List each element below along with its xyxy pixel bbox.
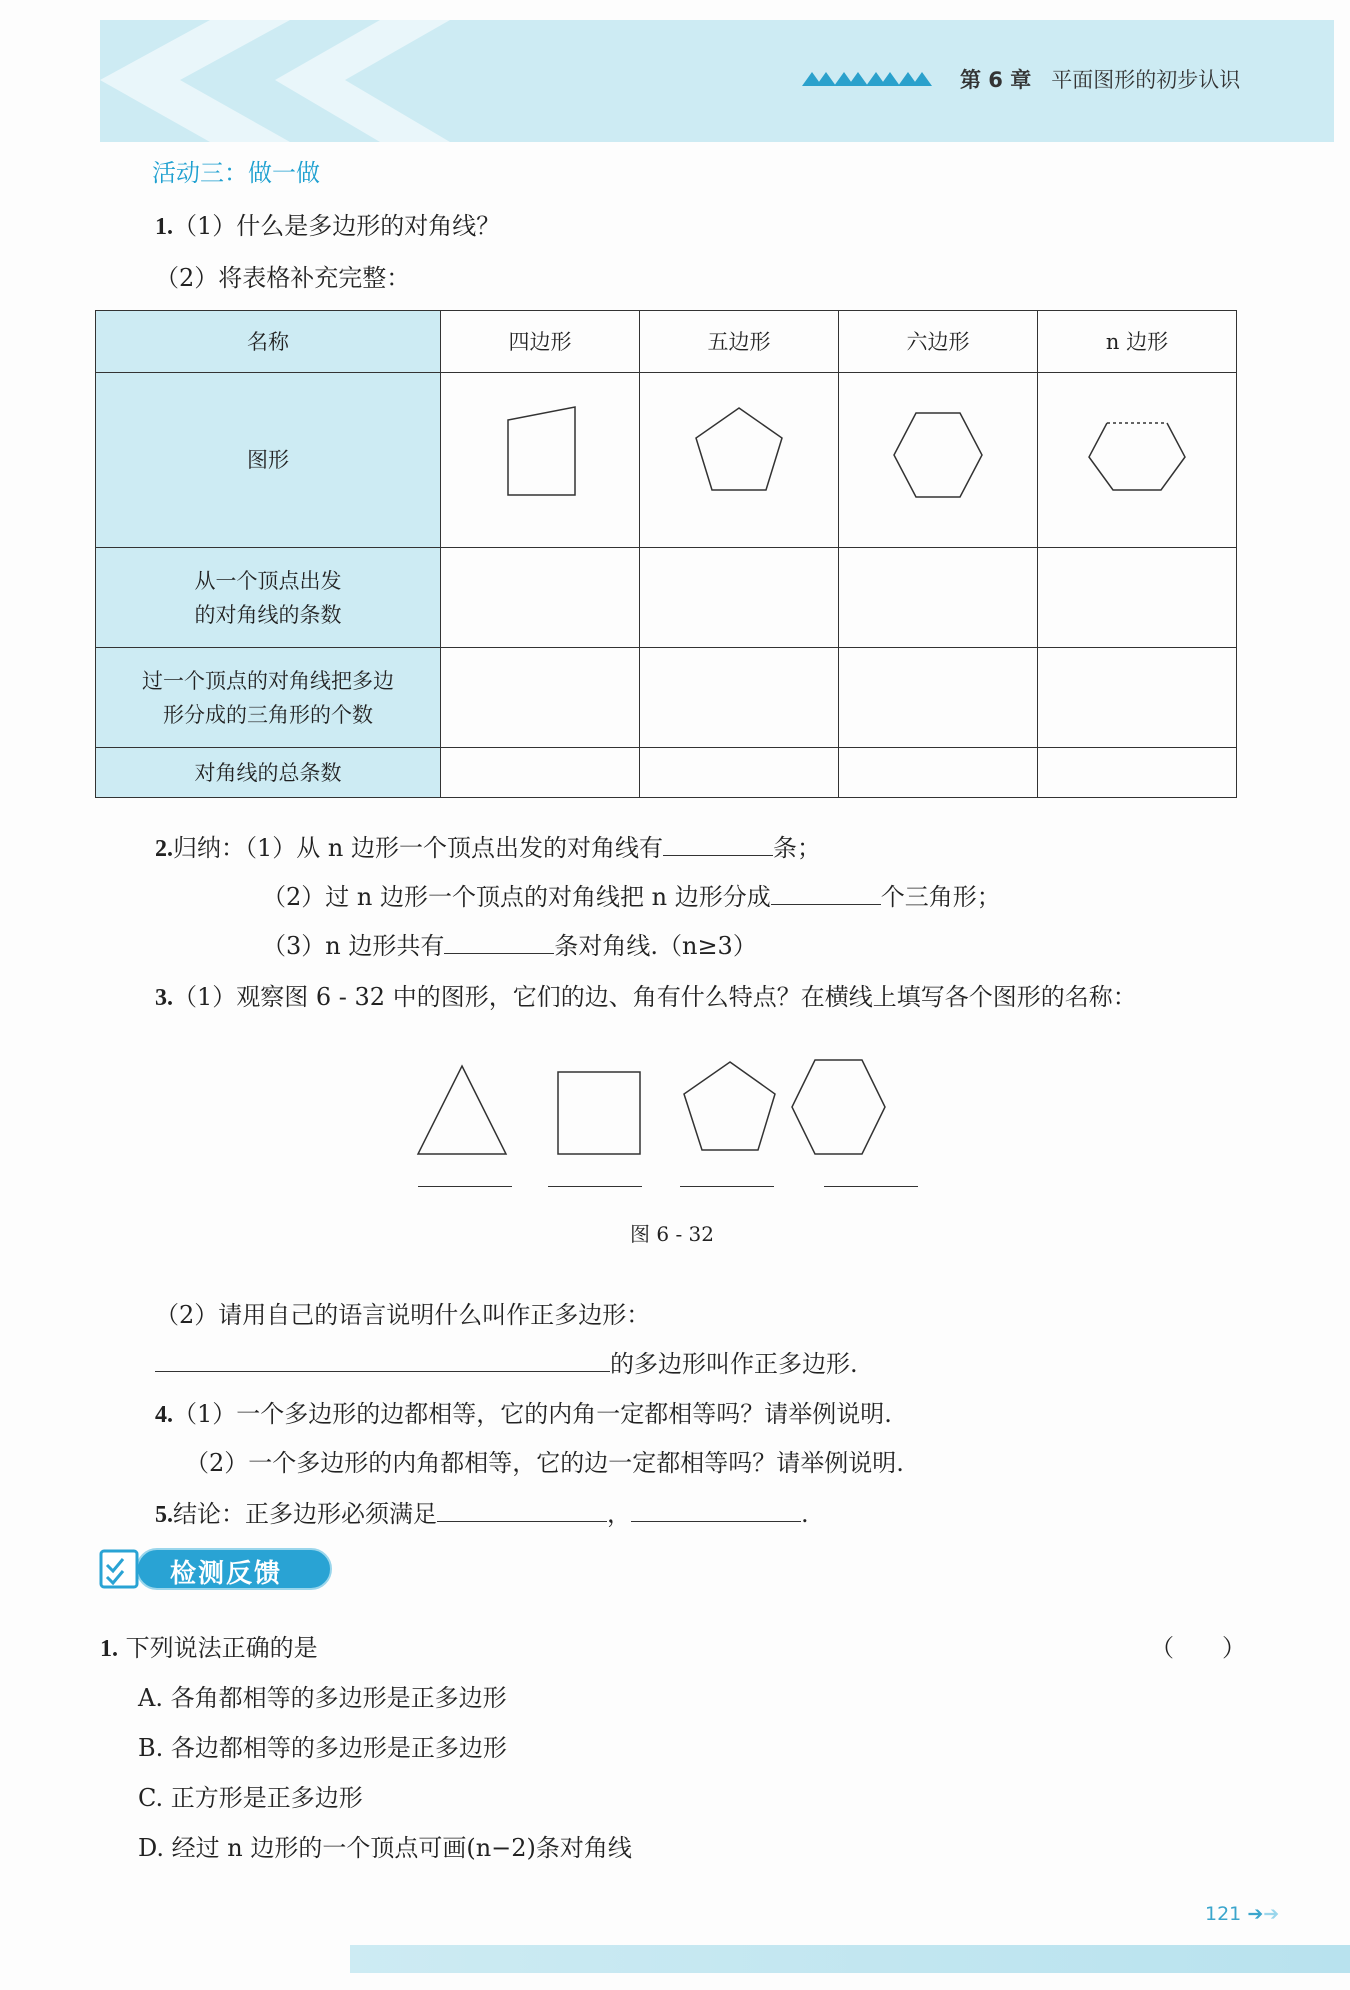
activity-title: 活动三：做一做	[152, 159, 320, 187]
answer-cell[interactable]	[441, 548, 640, 648]
answer-cell[interactable]	[640, 748, 839, 798]
question-text: 结论：正多边形必须满足	[173, 1500, 437, 1528]
question-text: .	[801, 1500, 809, 1528]
question-number: 4.	[155, 1402, 173, 1428]
table-header-quadrilateral: 四边形	[441, 311, 640, 373]
table-header-pentagon: 五边形	[640, 311, 839, 373]
question-number: 1.	[155, 214, 173, 240]
table-header-n-gon: n 边形	[1038, 311, 1237, 373]
question-text: ，	[607, 1500, 631, 1528]
table-row-label	[96, 548, 441, 648]
answer-cell[interactable]	[640, 648, 839, 748]
answer-blank[interactable]	[631, 1497, 801, 1522]
table-row-diagonals-from-vertex	[96, 548, 1237, 648]
shape-name-blank[interactable]	[680, 1186, 774, 1187]
row-label-line: 形分成的三角形的个数	[163, 702, 373, 727]
answer-cell[interactable]	[1038, 748, 1237, 798]
question-text: 归纳：（1）从 n 边形一个顶点出发的对角线有	[173, 834, 663, 862]
question-text: 条；	[772, 834, 821, 862]
question-text: 个三角形；	[880, 883, 1001, 911]
option-b[interactable]: B. 各边都相等的多边形是正多边形	[138, 1734, 507, 1762]
page-number-text: 121	[1205, 1903, 1242, 1925]
hexagon-shape	[878, 395, 998, 515]
regular-pentagon-shape	[684, 1062, 775, 1150]
answer-cell[interactable]	[1038, 548, 1237, 648]
question-3-part-3	[155, 1344, 858, 1379]
shape-name-blank[interactable]	[824, 1186, 918, 1187]
answer-cell[interactable]	[441, 648, 640, 748]
chapter-heading	[960, 64, 1240, 94]
question-number: 2.	[155, 836, 173, 862]
row-label-line: 的对角线的条数	[194, 602, 342, 627]
footer-band	[350, 1945, 1350, 1973]
answer-cell[interactable]	[839, 548, 1038, 648]
row-label-line: 过一个顶点的对角线把多边	[142, 668, 394, 693]
quadrilateral-shape	[480, 395, 600, 515]
question-3-part-2: （2）请用自己的语言说明什么叫作正多边形：	[155, 1301, 651, 1329]
table-header-hexagon: 六边形	[839, 311, 1038, 373]
question-text: （3）n 边形共有	[262, 932, 445, 960]
question-text: 下列说法正确的是	[125, 1634, 318, 1662]
table-header-row	[96, 311, 1237, 373]
shape-cell	[839, 373, 1038, 548]
table-row-label: 图形	[96, 373, 441, 548]
question-1-part-1	[155, 206, 500, 241]
figure-caption: 图 6 - 32	[630, 1222, 715, 1246]
question-number: 1.	[100, 1636, 118, 1662]
option-a[interactable]: A. 各角都相等的多边形是正多边形	[138, 1684, 507, 1712]
answer-cell[interactable]	[839, 648, 1038, 748]
question-2-part-1	[155, 828, 821, 863]
question-2-part-2	[262, 877, 1001, 912]
option-c[interactable]: C. 正方形是正多边形	[138, 1784, 363, 1812]
question-number: 5.	[155, 1502, 173, 1528]
feedback-question-1	[100, 1628, 318, 1663]
table-row-shapes	[96, 373, 1237, 548]
question-text: （2）过 n 边形一个顶点的对角线把 n 边形分成	[262, 883, 771, 911]
question-text: （1）观察图 6 - 32 中的图形，它们的边、角有什么特点？在横线上填写各个图形的名称：	[173, 983, 1137, 1011]
shape-cell	[441, 373, 640, 548]
table-row-label	[96, 648, 441, 748]
answer-blank[interactable]	[437, 1497, 607, 1522]
triangle-shape	[418, 1066, 506, 1154]
question-1-part-2: （2）将表格补充完整：	[155, 264, 411, 292]
shape-cell	[1038, 373, 1237, 548]
option-d[interactable]: D. 经过 n 边形的一个顶点可画(n−2)条对角线	[138, 1834, 632, 1862]
question-3-part-1	[155, 977, 1137, 1012]
row-label-line: 从一个顶点出发	[194, 568, 342, 593]
question-text: （1）一个多边形的边都相等，它的内角一定都相等吗？请举例说明.	[173, 1400, 892, 1428]
table-row-total-diagonals	[96, 748, 1237, 798]
answer-blank[interactable]	[155, 1347, 610, 1372]
arrow-right-icon: ➔	[1263, 1903, 1280, 1925]
answer-cell[interactable]	[1038, 648, 1237, 748]
answer-cell[interactable]	[839, 748, 1038, 798]
arrow-right-icon: ➔	[1247, 1903, 1264, 1925]
chapter-number: 第 6 章	[960, 68, 1032, 92]
shape-cell	[640, 373, 839, 548]
answer-blank[interactable]	[663, 831, 773, 856]
checklist-icon	[101, 1551, 137, 1587]
question-5	[155, 1494, 809, 1529]
question-text: （1）什么是多边形的对角线？	[173, 212, 501, 240]
table-row-label: 对角线的总条数	[96, 748, 441, 798]
answer-blank[interactable]	[771, 880, 881, 905]
chapter-title: 平面图形的初步认识	[1051, 68, 1241, 92]
polygon-table	[95, 310, 1237, 798]
table-row-triangles	[96, 648, 1237, 748]
n-gon-shape	[1077, 395, 1197, 515]
page-number	[1205, 1903, 1279, 1925]
answer-cell[interactable]	[640, 548, 839, 648]
figure-6-32-shapes	[410, 1050, 950, 1170]
question-text: 条对角线.（n≥3）	[554, 932, 757, 960]
pentagon-shape	[679, 395, 799, 515]
shape-name-blank[interactable]	[548, 1186, 642, 1187]
square-shape	[558, 1072, 640, 1154]
question-text: 的多边形叫作正多边形.	[610, 1350, 858, 1378]
answer-parentheses[interactable]: （ ）	[1150, 1634, 1246, 1662]
question-2-part-3	[262, 926, 757, 961]
answer-blank[interactable]	[444, 929, 554, 954]
question-number: 3.	[155, 985, 173, 1011]
table-header-name: 名称	[96, 311, 441, 373]
triangle-ornament-icon	[802, 72, 932, 86]
shape-name-blank[interactable]	[418, 1186, 512, 1187]
question-4-part-1	[155, 1394, 892, 1429]
feedback-title: 检测反馈	[170, 1559, 283, 1589]
answer-cell[interactable]	[441, 748, 640, 798]
regular-hexagon-shape	[792, 1060, 885, 1154]
question-4-part-2: （2）一个多边形的内角都相等，它的边一定都相等吗？请举例说明.	[185, 1449, 904, 1477]
